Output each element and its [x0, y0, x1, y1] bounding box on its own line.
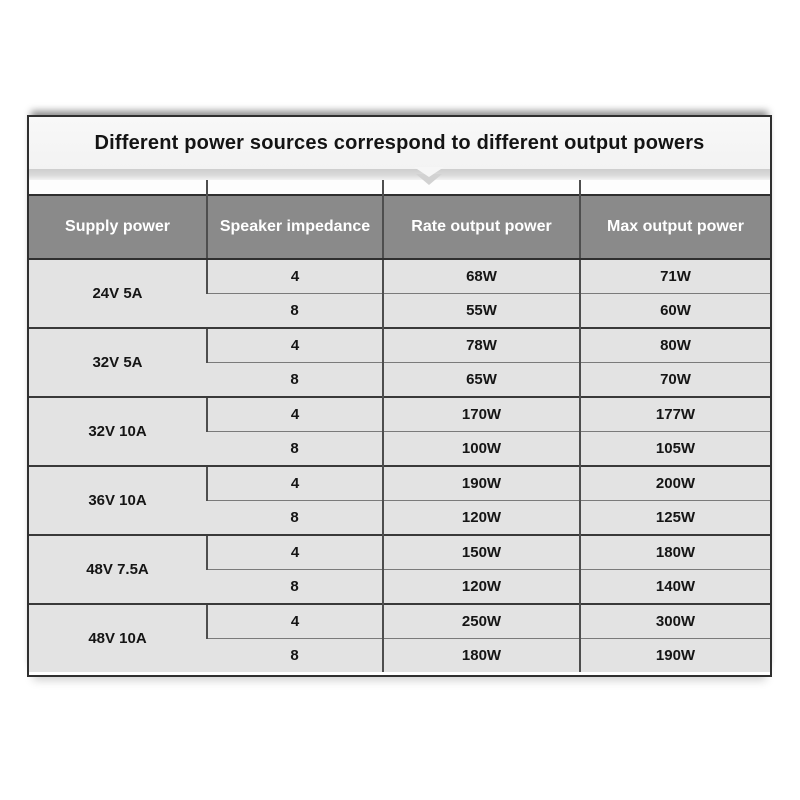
rate-output-cell: 180W — [383, 639, 580, 673]
ribbon-divider — [29, 169, 770, 180]
ribbon-notch-cut — [414, 167, 444, 177]
impedance-cell: 8 — [207, 639, 383, 673]
header-max-output-power: Max output power — [580, 195, 770, 259]
max-output-cell: 70W — [580, 363, 770, 398]
supply-power-cell: 24V 5A — [29, 259, 207, 328]
max-output-cell: 105W — [580, 432, 770, 467]
header-speaker-impedance: Speaker impedance — [207, 195, 383, 259]
rate-output-cell: 55W — [383, 294, 580, 329]
impedance-cell: 4 — [207, 466, 383, 501]
table-row — [29, 328, 770, 363]
rate-output-cell: 190W — [383, 466, 580, 501]
max-output-cell: 180W — [580, 535, 770, 570]
spacer-cell — [207, 180, 383, 195]
header-rate-output-power: Rate output power — [383, 195, 580, 259]
spacer-row — [29, 180, 770, 195]
supply-power-cell: 36V 10A — [29, 466, 207, 535]
supply-power-cell: 48V 10A — [29, 604, 207, 672]
table-row — [29, 535, 770, 570]
supply-power-cell: 48V 7.5A — [29, 535, 207, 604]
impedance-cell: 4 — [207, 397, 383, 432]
max-output-cell: 190W — [580, 639, 770, 673]
power-spec-table — [29, 180, 770, 672]
impedance-cell: 4 — [207, 604, 383, 639]
impedance-cell: 8 — [207, 570, 383, 605]
spacer-cell — [29, 180, 207, 195]
page-title: Different power sources correspond to different output powers — [94, 131, 705, 154]
title-banner — [29, 117, 770, 169]
max-output-cell: 177W — [580, 397, 770, 432]
impedance-cell: 8 — [207, 363, 383, 398]
impedance-cell: 8 — [207, 432, 383, 467]
header-supply-power: Supply power — [29, 195, 207, 259]
impedance-cell: 4 — [207, 535, 383, 570]
rate-output-cell: 150W — [383, 535, 580, 570]
spec-panel — [27, 115, 772, 677]
table-body — [29, 259, 770, 672]
rate-output-cell: 120W — [383, 570, 580, 605]
spacer-cell — [580, 180, 770, 195]
supply-power-cell: 32V 10A — [29, 397, 207, 466]
max-output-cell: 60W — [580, 294, 770, 329]
table-row — [29, 466, 770, 501]
max-output-cell: 140W — [580, 570, 770, 605]
rate-output-cell: 68W — [383, 259, 580, 294]
max-output-cell: 80W — [580, 328, 770, 363]
supply-power-cell: 32V 5A — [29, 328, 207, 397]
table-row — [29, 604, 770, 639]
max-output-cell: 300W — [580, 604, 770, 639]
rate-output-cell: 65W — [383, 363, 580, 398]
impedance-cell: 4 — [207, 328, 383, 363]
max-output-cell: 125W — [580, 501, 770, 536]
max-output-cell: 200W — [580, 466, 770, 501]
rate-output-cell: 78W — [383, 328, 580, 363]
max-output-cell: 71W — [580, 259, 770, 294]
impedance-cell: 8 — [207, 501, 383, 536]
table-row — [29, 397, 770, 432]
table-head — [29, 180, 770, 259]
rate-output-cell: 170W — [383, 397, 580, 432]
header-row — [29, 195, 770, 259]
rate-output-cell: 100W — [383, 432, 580, 467]
spacer-cell — [383, 180, 580, 195]
impedance-cell: 4 — [207, 259, 383, 294]
table-row — [29, 259, 770, 294]
impedance-cell: 8 — [207, 294, 383, 329]
rate-output-cell: 250W — [383, 604, 580, 639]
rate-output-cell: 120W — [383, 501, 580, 536]
